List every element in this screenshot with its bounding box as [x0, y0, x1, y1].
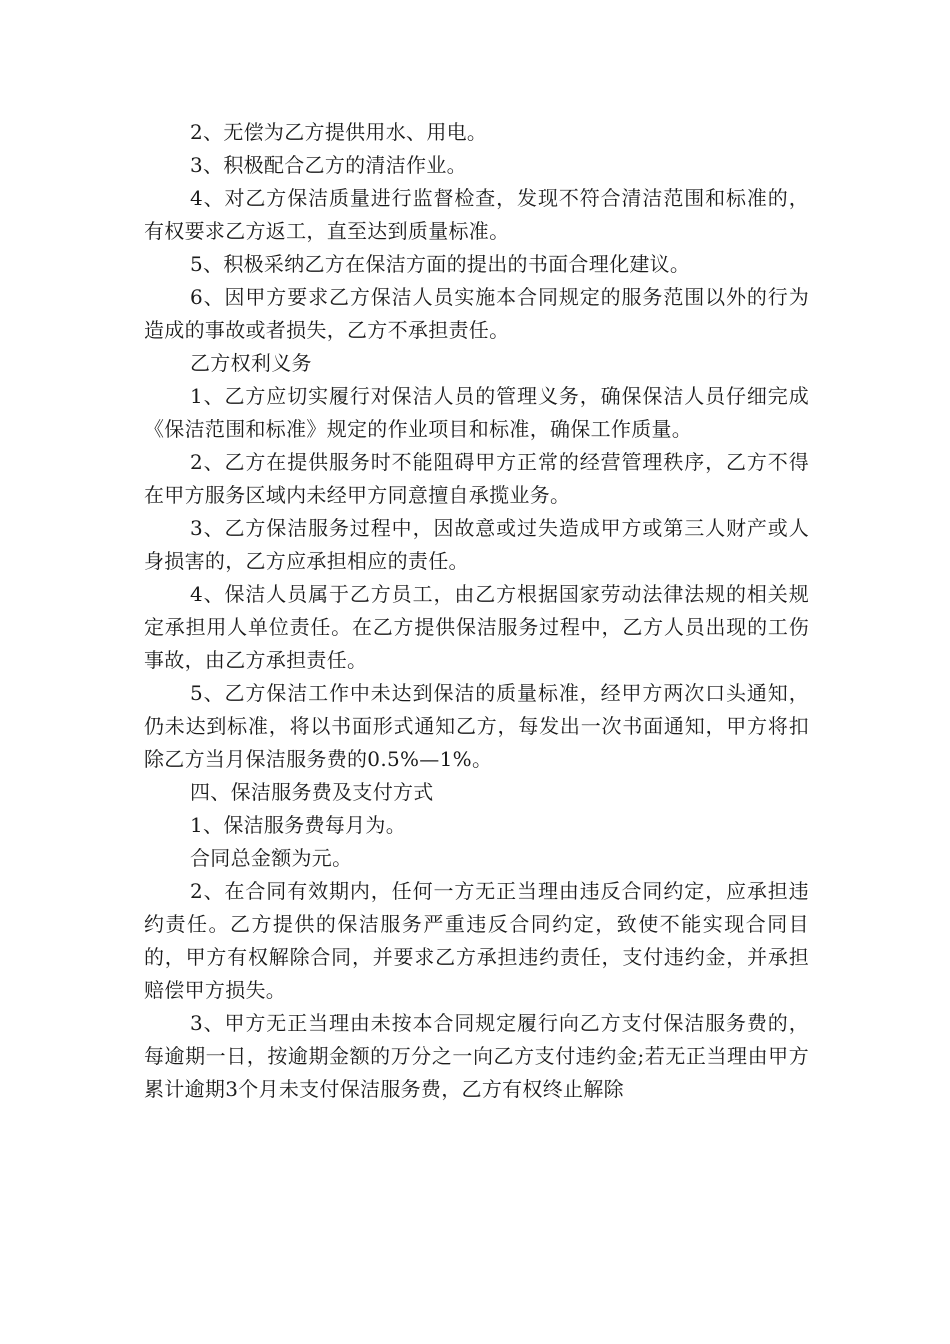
document-body: [144, 116, 809, 1106]
paragraph-damage-liability: 3、乙方保洁服务过程中，因故意或过失造成甲方或第三人财产或人身损害的，乙方应承担相应的责任。: [144, 516, 809, 573]
paragraph-cooperate-cleaning: 3、积极配合乙方的清洁作业。: [190, 153, 467, 177]
paragraph-quality-inspection: 4、对乙方保洁质量进行监督检查，发现不符合清洁范围和标准的，有权要求乙方返工，直至达到质量标准。: [144, 186, 809, 243]
paragraph-total-amount: 合同总金额为元。: [190, 846, 353, 870]
section-heading-fees-payment: 四、保洁服务费及支付方式: [190, 780, 434, 804]
paragraph-no-obstruction: 2、乙方在提供服务时不能阻碍甲方正常的经营管理秩序，乙方不得在甲方服务区域内未经甲方同意擅自承揽业务。: [144, 450, 809, 507]
paragraph-quality-penalty: 5、乙方保洁工作中未达到保洁的质量标准，经甲方两次口头通知，仍未达到标准，将以书面形式通知乙方，每发出一次书面通知，甲方将扣除乙方当月保洁服务费的0.5%—1%。: [144, 681, 809, 771]
paragraph-water-electricity: 2、无偿为乙方提供用水、用电。: [190, 120, 488, 144]
paragraph-breach-liability: 2、在合同有效期内，任何一方无正当理由违反合同约定，应承担违约责任。乙方提供的保洁服务严重违反合同约定，致使不能实现合同目的，甲方有权解除合同，并要求乙方承担违约责任，支付违约金，并承担赔偿甲方损失。: [144, 879, 809, 1002]
paragraph-late-payment: 3、甲方无正当理由未按本合同规定履行向乙方支付保洁服务费的，每逾期一日，按逾期金额的万分之一向乙方支付违约金;若无正当理由甲方累计逾期3个月未支付保洁服务费，乙方有权终止解除: [144, 1011, 809, 1101]
paragraph-out-of-scope-liability: 6、因甲方要求乙方保洁人员实施本合同规定的服务范围以外的行为造成的事故或者损失，乙方不承担责任。: [144, 285, 809, 342]
paragraph-staff-management: 1、乙方应切实履行对保洁人员的管理义务，确保保洁人员仔细完成《保洁范围和标准》规定的作业项目和标准，确保工作质量。: [144, 384, 809, 441]
paragraph-monthly-fee: 1、保洁服务费每月为。: [190, 813, 407, 837]
paragraph-employer-responsibility: 4、保洁人员属于乙方员工，由乙方根据国家劳动法律法规的相关规定承担用人单位责任。在乙方提供保洁服务过程中，乙方人员出现的工伤事故，由乙方承担责任。: [144, 582, 809, 672]
section-heading-party-b-rights: 乙方权利义务: [190, 351, 312, 375]
paragraph-adopt-suggestions: 5、积极采纳乙方在保洁方面的提出的书面合理化建议。: [190, 252, 691, 276]
